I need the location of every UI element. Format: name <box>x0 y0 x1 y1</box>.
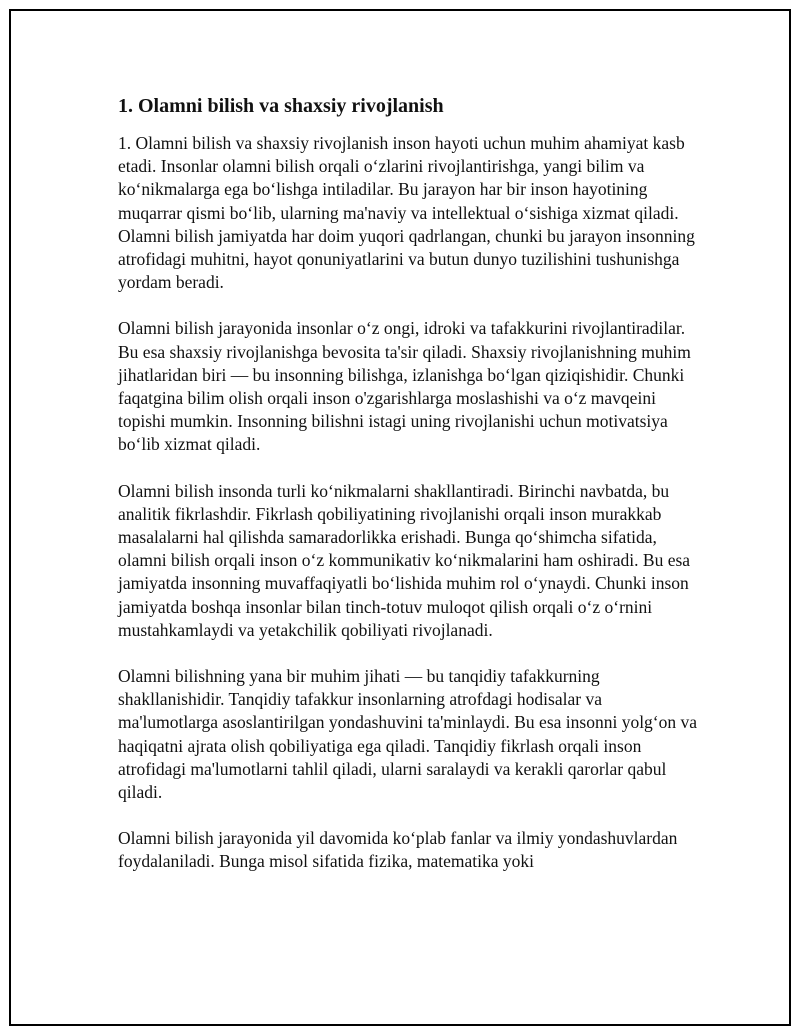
paragraph-3: Olamni bilish insonda turli ko‘nikmalarni shakllantiradi. Birinchi navbatda, bu analitik fikrlashdir. Fikrlash qobiliyatining rivojlanishi orqali inson murakkab masalalarni hal qilishda samaradorlikka erishadi. Bunga qo‘shimcha sifatida, olamni bilish orqali inson o‘z kommunikativ ko‘nikmalarini ham oshiradi. Bu esa jamiyatda insonning muvaffaqiyatli bo‘lishida muhim rol o‘ynaydi. Chunki inson jamiyatda boshqa insonlar bilan tinch-totuv muloqot qilish orqali o‘z o‘rnini mustahkamlaydi va yetakchilik qobiliyati rivojlanadi. <box>118 480 691 640</box>
section-heading: 1. Olamni bilish va shaxsiy rivojlanish <box>118 95 444 117</box>
paragraph-5: Olamni bilish jarayonida yil davomida ko‘plab fanlar va ilmiy yondashuvlardan foydalaniladi. Bunga misol sifatida fizika, matematika yoki <box>118 828 678 872</box>
paragraph-1: 1. Olamni bilish va shaxsiy rivojlanish inson hayoti uchun muhim ahamiyat kasb etadi. Insonlar olamni bilish orqali o‘zlarini rivojlantirishga, yangi bilim va ko‘nikmalarga ega bo‘lishga intiladilar. Bu jarayon har bir inson hayotining muqarrar qismi bo‘lib, ularning ma'naviy va intellektual o‘sishiga xizmat qiladi. Olamni bilish jamiyatda har doim yuqori qadrlangan, chunki bu jarayon insonning atrofidagi muhitni, hayot qonuniyatlarini va butun dunyo tuzilishini tushunishga yordam beradi. <box>118 133 695 293</box>
paragraph-4: Olamni bilishning yana bir muhim jihati — bu tanqidiy tafakkurning shakllanishidir. Tanqidiy tafakkur insonlarning atrofdagi hodisalar va ma'lumotlarga asoslantirilgan yondashuvini ta'minlaydi. Bu esa insonni yolg‘on va haqiqatni ajrata olish qobiliyatiga ega qiladi. Tanqidiy fikrlash orqali inson atrofidagi ma'lumotlarni tahlil qiladi, ularni saralaydi va kerakli qarorlar qabul qiladi. <box>118 666 698 803</box>
document-body <box>118 93 698 897</box>
paragraph-2: Olamni bilish jarayonida insonlar o‘z ongi, idroki va tafakkurini rivojlantiradilar. Bu esa shaxsiy rivojlanishga bevosita ta'sir qiladi. Shaxsiy rivojlanishning muhim jihatlaridan biri — bu insonning bilishga, izlanishga bo‘lgan qiziqishidir. Chunki faqatgina bilim olish orqali inson o'zgarishlarga moslashishi va o‘z mavqeini topishi mumkin. Insonning bilishni istagi uning rivojlanishi uchun motivatsiya bo‘lib xizmat qiladi. <box>118 318 691 455</box>
